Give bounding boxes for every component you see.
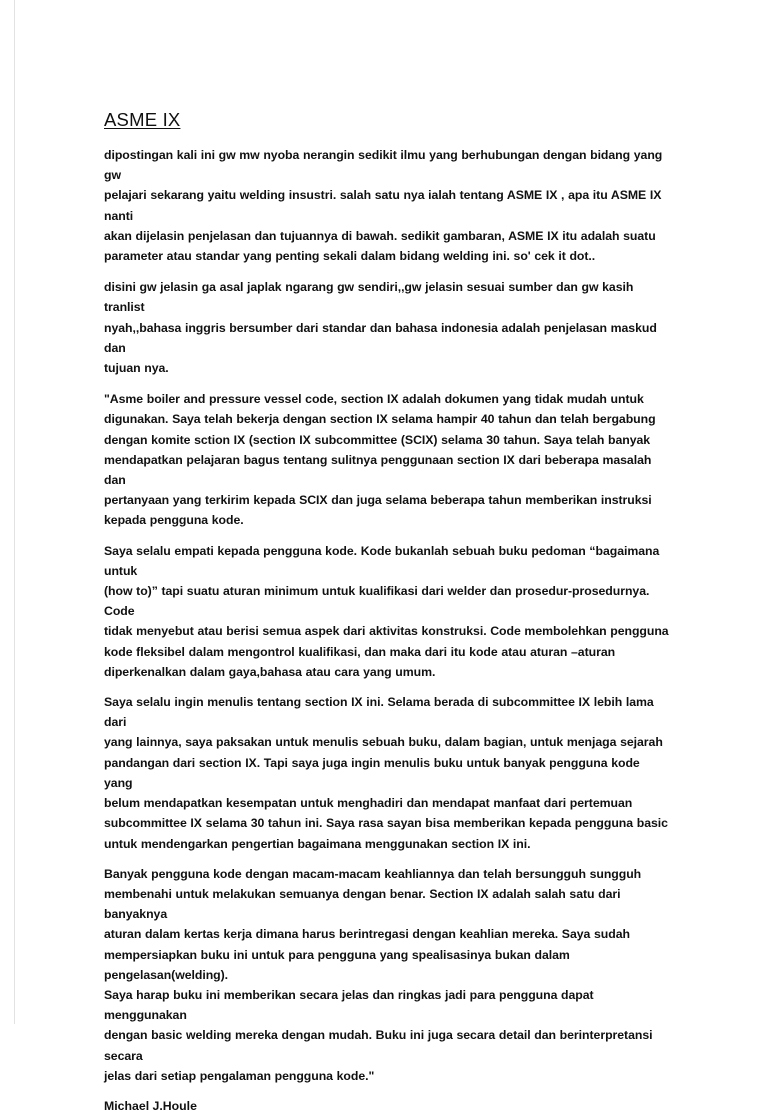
paragraph-quote-3: Saya selalu ingin menulis tentang section IX ini. Selama berada di subcommittee IX lebih lama dari yang lainnya, saya paksakan untuk menulis sebuah buku, dalam bagian, untuk menjaga sejarah pandangan dari section IX. Tapi saya juga ingin menulis buku untuk banyak pengguna kode yang belum mendapatkan kesempatan untuk menghadiri dan mendapat manfaat dari pertemuan subcommittee IX selama 30 tahun ini. Saya rasa sayan bisa memberikan kepada pengguna basic untuk mendengarkan pengertian bagaimana menggunakan section IX ini. — [104, 695, 668, 851]
paragraph-source-note: disini gw jelasin ga asal japlak ngarang gw sendiri,,gw jelasin sesuai sumber dan gw kasih tranlist nyah,,bahasa inggris bersumber dari standar dan bahasa indonesia adalah penjelasan maskud dan tujuan nya. — [104, 280, 657, 376]
paragraph-quote-1: "Asme boiler and pressure vessel code, section IX adalah dokumen yang tidak mudah untuk digunakan. Saya telah bekerja dengan section IX selama hampir 40 tahun dan telah bergabung dengan komite sction IX (section IX subcommittee (SCIX) selama 30 tahun. Saya telah banyak mendapatkan pelajaran bagus tentang sulitnya penggunaan section IX dari beberapa masalah dan pertanyaan yang terkirim kepada SCIX dan juga selama beberapa tahun memberikan instruksi kepada pengguna kode. — [104, 392, 656, 528]
paragraph-quote-4: Banyak pengguna kode dengan macam-macam keahliannya dan telah bersungguh sungguh membenahi untuk melakukan semuanya dengan benar. Section IX adalah salah satu dari banyaknya aturan dalam kertas kerja dimana harus berintregasi dengan keahlian mereka. Saya sudah mempersiapkan buku ini untuk para pengguna yang spealisasinya bukan dalam pengelasan(welding). Saya harap buku ini memberikan secara jelas dan ringkas jadi para pengguna dapat menggunakan dengan basic welding mereka dengan mudah. Buku ini juga secara detail dan berinterpretansi secara jelas dari setiap pengalaman pengguna kode." — [104, 866, 653, 1083]
paragraph-quote-2: Saya selalu empati kepada pengguna kode. Kode bukanlah sebuah buku pedoman “bagaimana untuk (how to)” tapi suatu aturan minimum untuk kualifikasi dari welder dan prosedur-prosedurnya. Code tidak menyebut atau berisi semua aspek dari aktivitas konstruksi. Code membolehkan pengguna kode fleksibel dalam mengontrol kualifikasi, dan maka dari itu kode atau aturan –aturan diperkenalkan dalam gaya,bahasa atau cara yang umum. — [104, 543, 669, 679]
author-signature: Michael J.Houle — [104, 1098, 197, 1113]
document-title: ASME IX — [104, 109, 181, 130]
page-left-edge — [14, 0, 15, 1024]
paragraph-intro: dipostingan kali ini gw mw nyoba nerangin sedikit ilmu yang berhubungan dengan bidang yang gw pelajari sekarang yaitu welding insustri. salah satu nya ialah tentang ASME IX , apa itu ASME IX nanti akan dijelasin penjelasan dan tujuannya di bawah. sedikit gambaran, ASME IX itu adalah suatu parameter atau standar yang penting sekali dalam bidang welding ini. so' cek it dot.. — [104, 148, 663, 264]
document-page — [104, 108, 670, 1116]
